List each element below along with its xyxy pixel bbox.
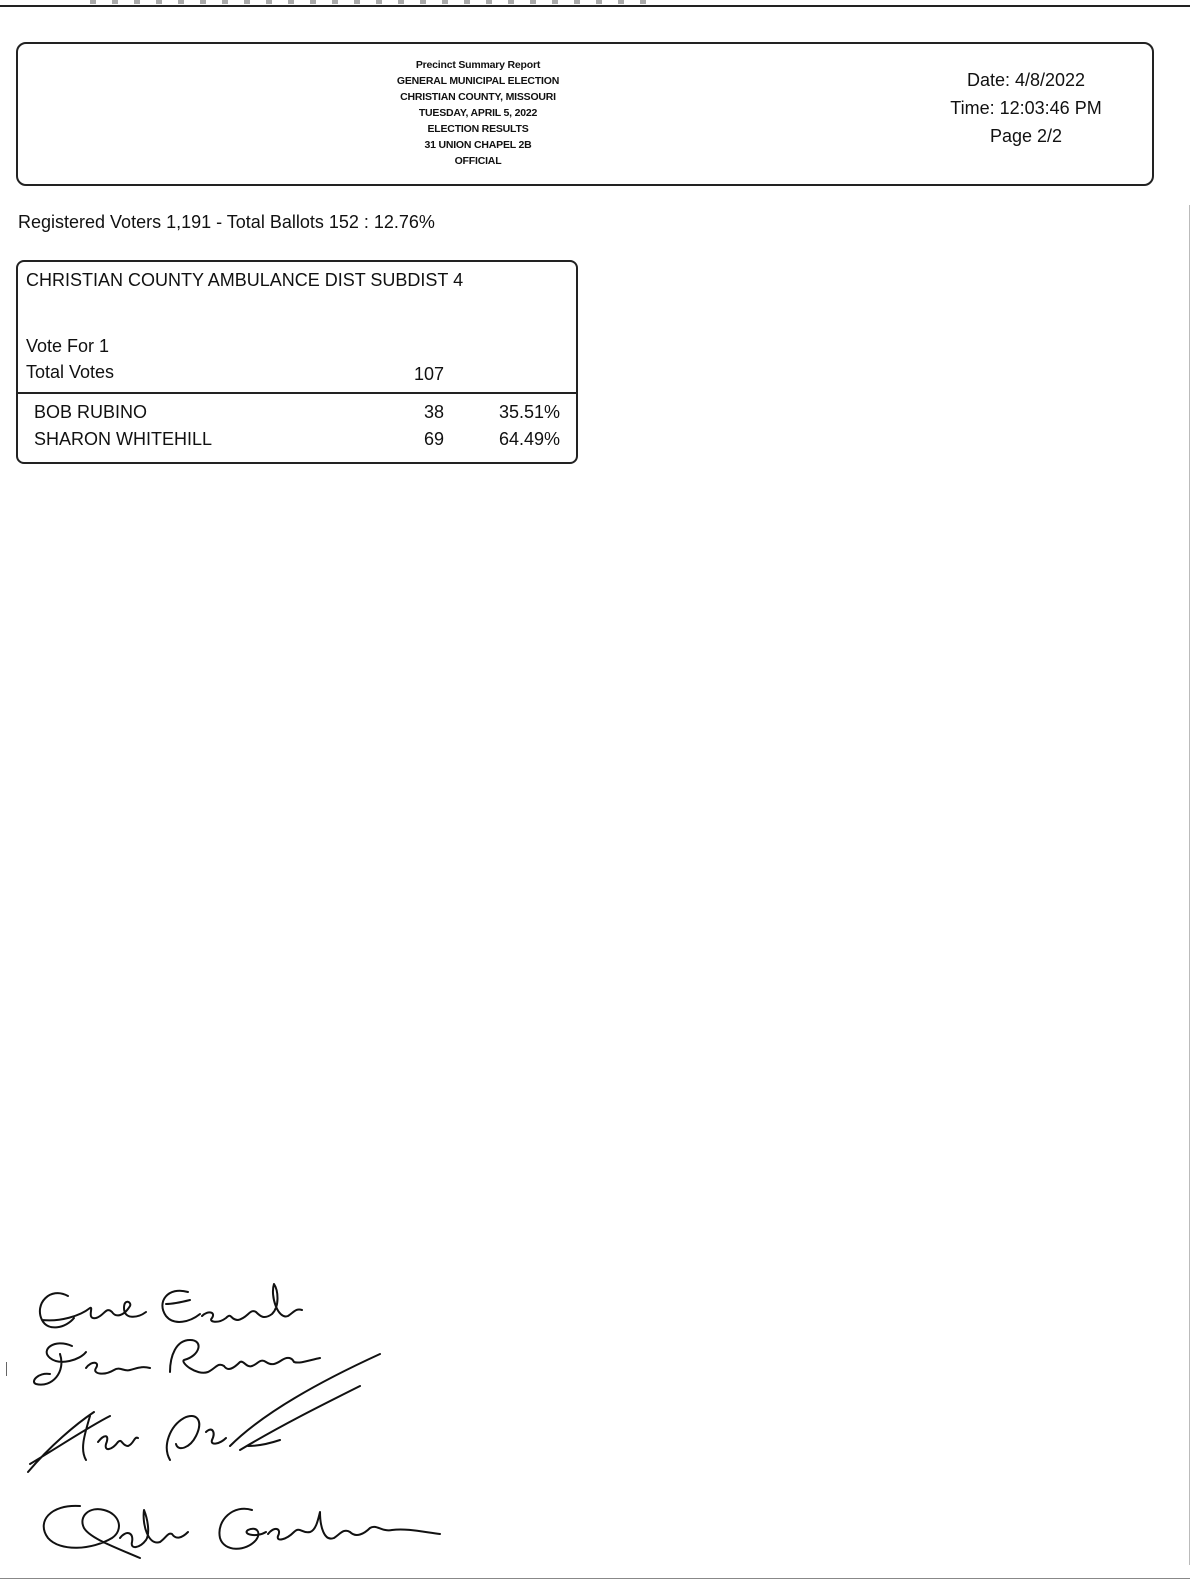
page-number: Page 2/2 (989, 126, 1063, 146)
report-title: Precinct Summary Report (415, 59, 541, 71)
top-rule (0, 5, 1190, 7)
signature-4 (44, 1506, 440, 1558)
election-name: GENERAL MUNICIPAL ELECTION (396, 75, 560, 87)
vote-for-label: Vote For 1 (26, 336, 110, 356)
margin-mark (6, 1362, 7, 1376)
precinct-name: 31 UNION CHAPEL 2B (424, 139, 532, 151)
signature-3 (28, 1354, 380, 1472)
official-label: OFFICIAL (454, 155, 502, 167)
signature-1 (40, 1284, 302, 1327)
candidate-percent: 35.51% (498, 402, 560, 422)
page-edge (1189, 205, 1190, 1565)
signature-block (20, 1276, 460, 1576)
candidate-row (18, 429, 576, 455)
contest-box (16, 260, 578, 464)
candidate-percent: 64.49% (498, 429, 560, 449)
turnout-summary: Registered Voters 1,191 - Total Ballots 152 : 12.76% (18, 212, 435, 232)
bottom-rule (0, 1578, 1190, 1579)
candidate-votes: 69 (423, 429, 444, 449)
candidate-votes: 38 (423, 402, 444, 422)
signature-2 (34, 1340, 320, 1385)
report-header-box (16, 42, 1154, 186)
total-votes-value: 107 (413, 364, 444, 384)
contest-divider (18, 392, 576, 394)
candidate-name: SHARON WHITEHILL (34, 429, 213, 449)
results-label: ELECTION RESULTS (427, 123, 529, 135)
report-meta (906, 66, 1146, 150)
report-header-title-block (348, 57, 608, 169)
report-date: Date: 4/8/2022 (966, 70, 1086, 90)
total-votes-label: Total Votes (26, 362, 115, 382)
candidate-row (18, 402, 576, 428)
candidate-name: BOB RUBINO (34, 402, 148, 422)
contest-title: CHRISTIAN COUNTY AMBULANCE DIST SUBDIST 4 (26, 270, 464, 290)
scan-artifact (90, 0, 650, 4)
report-time: Time: 12:03:46 PM (950, 98, 1102, 118)
election-date: TUESDAY, APRIL 5, 2022 (418, 107, 538, 119)
county-name: CHRISTIAN COUNTY, MISSOURI (400, 91, 556, 103)
